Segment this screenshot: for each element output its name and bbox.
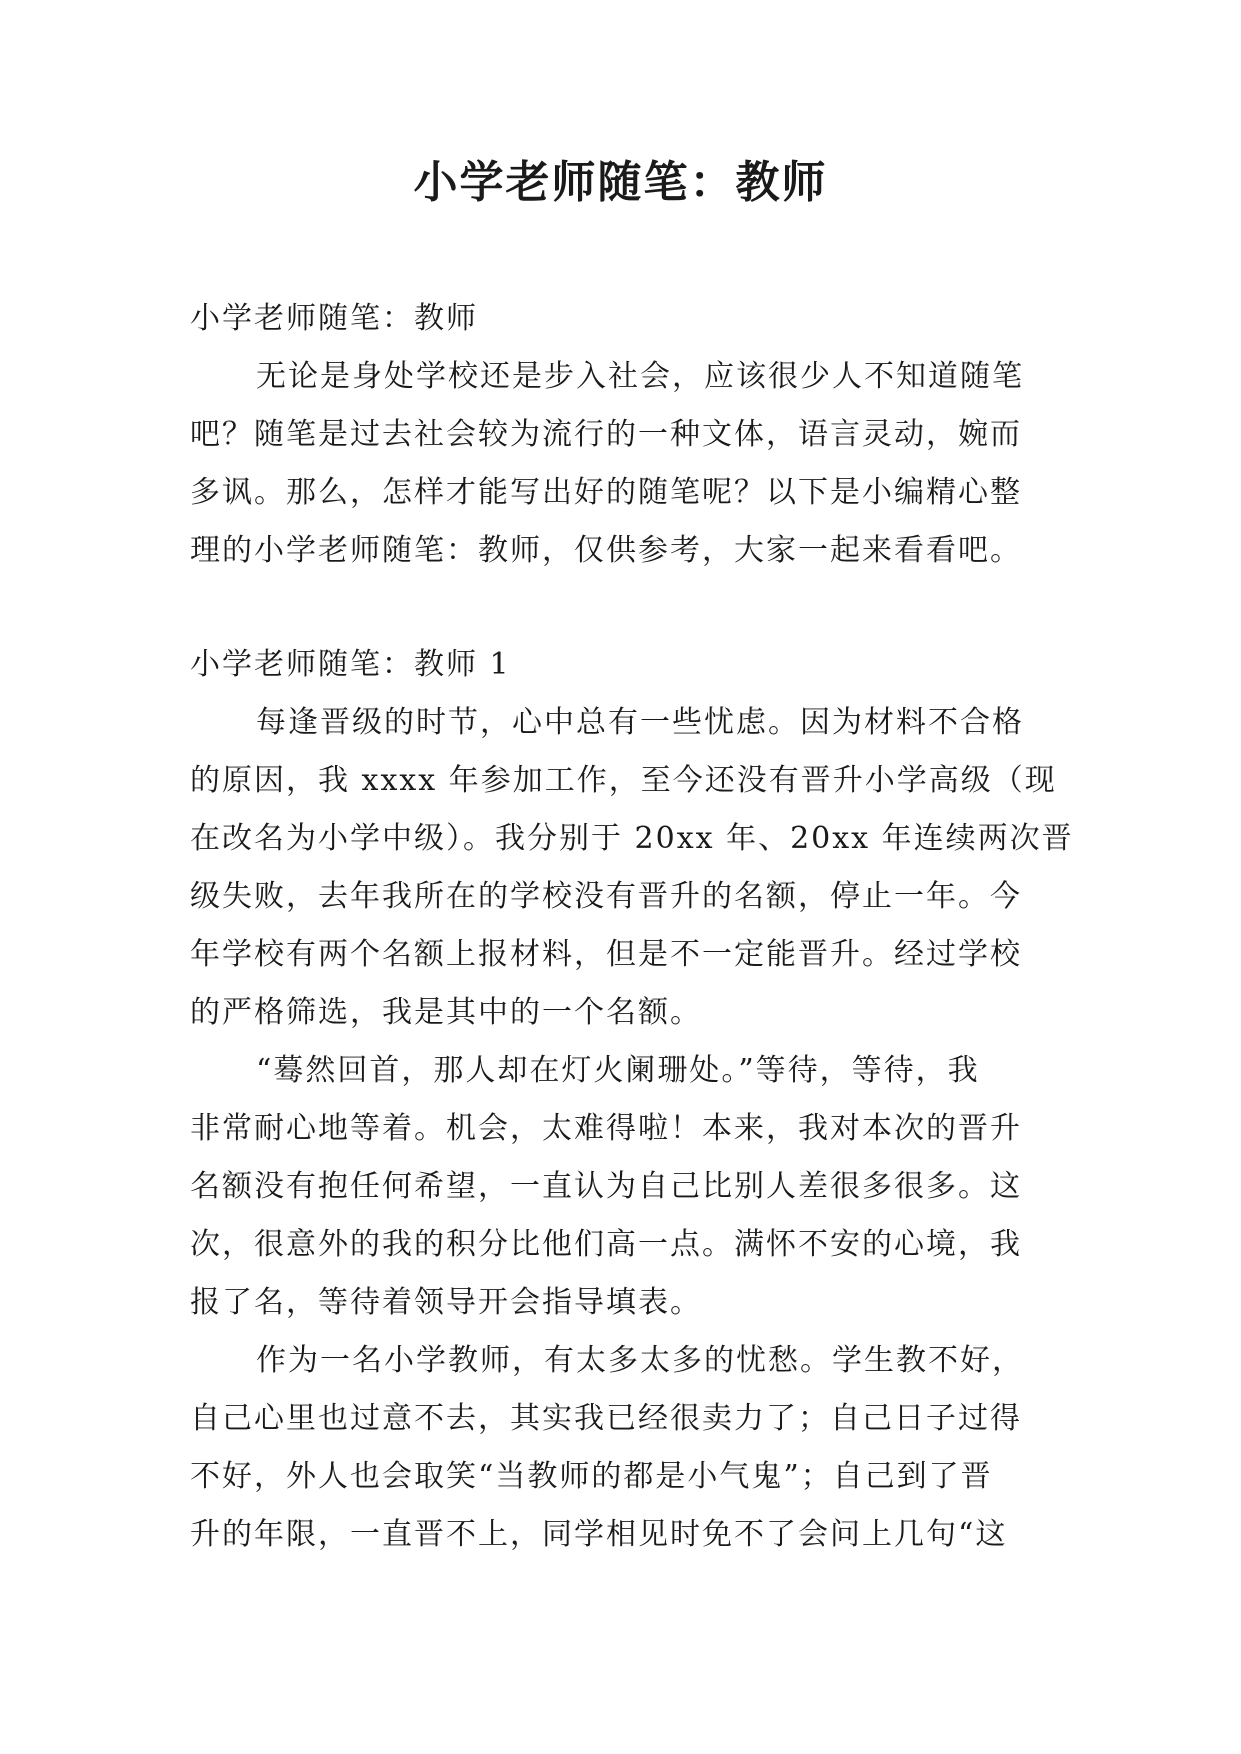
intro-line: 吧？随笔是过去社会较为流行的一种文体，语言灵动，婉而	[190, 417, 1022, 452]
paragraph-line: 年学校有两个名额上报材料，但是不一定能晋升。经过学校	[190, 937, 1022, 972]
paragraph-line: “蓦然回首，那人却在灯火阑珊处。”等待，等待，我	[256, 1053, 980, 1088]
paragraph-line: 自己心里也过意不去，其实我已经很卖力了；自己日子过得	[190, 1401, 1022, 1436]
paragraph-line: 非常耐心地等着。机会，太难得啦！本来，我对本次的晋升	[190, 1111, 1022, 1146]
paragraph-line: 每逢晋级的时节，心中总有一些忧虑。因为材料不合格	[256, 705, 1024, 740]
paragraph-line: 不好，外人也会取笑“当教师的都是小气鬼”；自己到了晋	[190, 1459, 993, 1494]
intro-paragraph	[190, 348, 1070, 580]
paragraph-line: 级失败，去年我所在的学校没有晋升的名额，停止一年。今	[190, 879, 1022, 914]
paragraph-line: 报了名，等待着领导开会指导填表。	[190, 1285, 702, 1320]
paragraph-line: 的原因，我 xxxx 年参加工作，至今还没有晋升小学高级（现	[190, 763, 1057, 798]
intro-line: 理的小学老师随笔：教师，仅供参考，大家一起来看看吧。	[190, 533, 1022, 568]
paragraph-3	[190, 1332, 1070, 1564]
document-title: 小学老师随笔：教师	[413, 157, 828, 208]
section-heading: 小学老师随笔：教师 1	[190, 647, 511, 682]
paragraph-line: 在改名为小学中级）。我分别于 20xx 年、20xx 年连续两次晋	[190, 821, 1074, 856]
intro-line: 无论是身处学校还是步入社会，应该很少人不知道随笔	[256, 359, 1024, 394]
paragraph-1	[190, 694, 1074, 1042]
paragraph-line: 次，很意外的我的积分比他们高一点。满怀不安的心境，我	[190, 1227, 1022, 1262]
subtitle-line: 小学老师随笔：教师	[190, 301, 478, 336]
blank-line	[190, 580, 1070, 636]
paragraph-line: 名额没有抱任何希望，一直认为自己比别人差很多很多。这	[190, 1169, 1022, 1204]
intro-line: 多讽。那么，怎样才能写出好的随笔呢？以下是小编精心整	[190, 475, 1022, 510]
paragraph-line: 的严格筛选，我是其中的一个名额。	[190, 995, 702, 1030]
paragraph-line: 升的年限，一直晋不上，同学相见时免不了会问上几句“这	[190, 1517, 1008, 1552]
document-body	[190, 290, 1074, 1564]
paragraph-line: 作为一名小学教师，有太多太多的忧愁。学生教不好，	[256, 1343, 1024, 1378]
paragraph-2	[190, 1042, 1070, 1332]
